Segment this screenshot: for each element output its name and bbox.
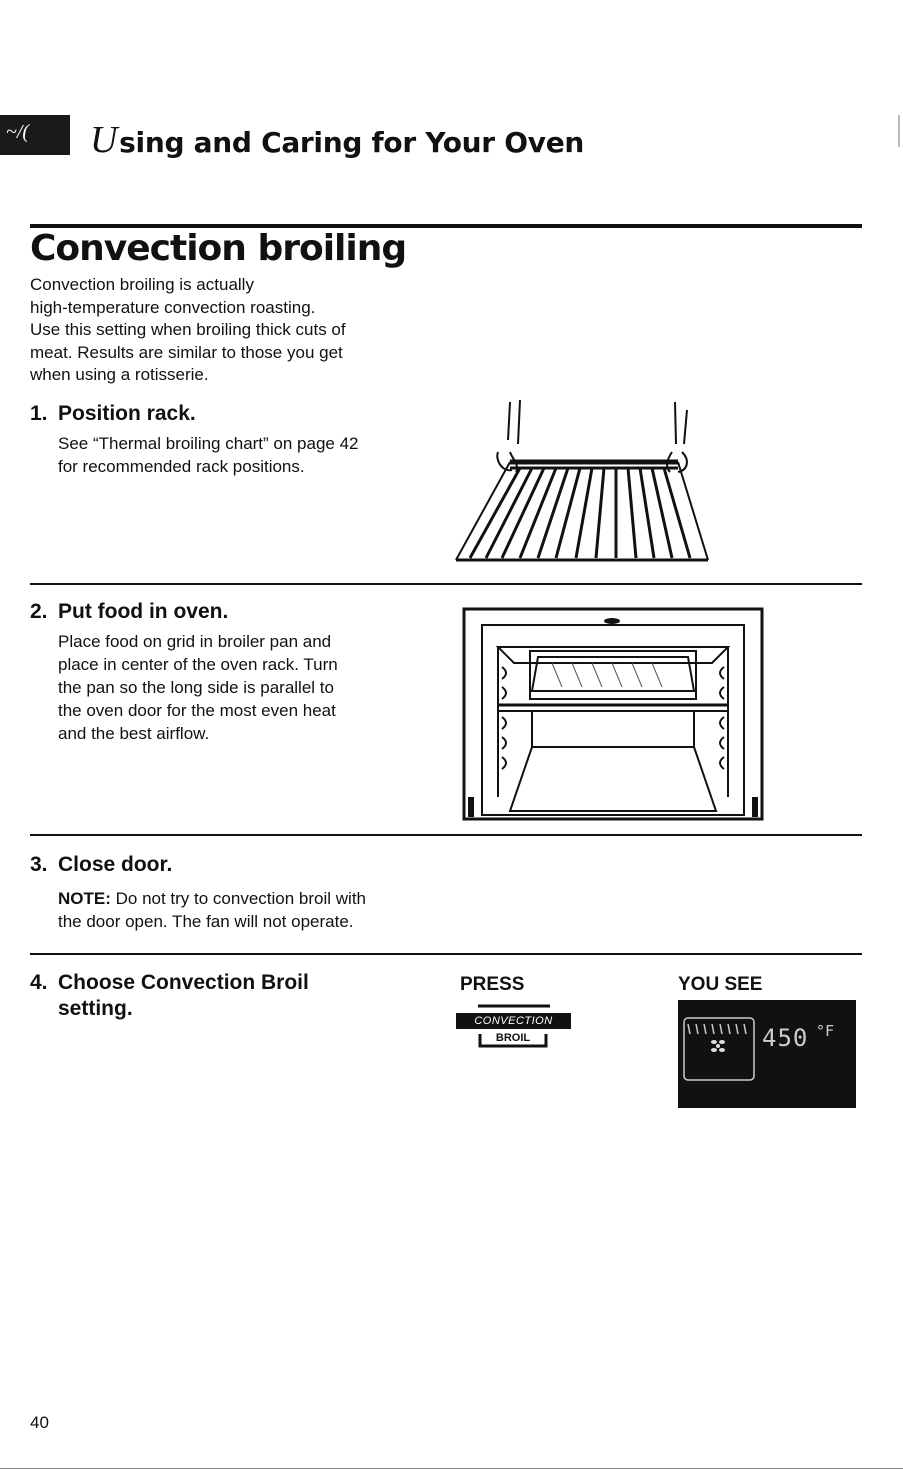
step-line: the oven door for the most even heat bbox=[58, 701, 336, 720]
header-logo bbox=[0, 115, 70, 155]
step-number: 4. bbox=[30, 971, 48, 994]
note-text: Do not try to convection broil with bbox=[110, 889, 367, 908]
press-column-header: PRESS bbox=[460, 974, 525, 995]
fan-icon bbox=[710, 1038, 726, 1054]
step-divider bbox=[30, 583, 862, 585]
note-label: NOTE: bbox=[58, 889, 111, 908]
intro-line: Convection broiling is actually bbox=[30, 275, 254, 294]
step-line: and the best airflow. bbox=[58, 724, 210, 743]
step-line: for recommended rack positions. bbox=[58, 457, 305, 476]
step-line: the pan so the long side is parallel to bbox=[58, 678, 334, 697]
step-number: 1. bbox=[30, 402, 48, 425]
step-divider bbox=[30, 953, 862, 955]
step-2-body bbox=[58, 630, 338, 745]
step-heading: Choose Convection Broil bbox=[58, 971, 309, 994]
step-heading-line2: setting. bbox=[58, 997, 133, 1020]
section-title: Convection broiling bbox=[30, 228, 407, 269]
step-note-line bbox=[58, 887, 366, 910]
oven-display-icon bbox=[678, 1000, 856, 1108]
step-heading: Close door. bbox=[58, 853, 173, 876]
you-see-column-header: YOU SEE bbox=[678, 974, 763, 995]
step-2-title bbox=[30, 600, 228, 624]
intro-line: high-temperature convection roasting. bbox=[30, 297, 316, 317]
step-number: 3. bbox=[30, 853, 48, 876]
step-line: Place food on grid in broiler pan and bbox=[58, 632, 332, 651]
step-number: 2. bbox=[30, 600, 48, 623]
step-line: place in center of the oven rack. Turn bbox=[58, 655, 338, 674]
oven-rack-illustration bbox=[450, 400, 715, 568]
step-line: See “Thermal broiling chart” on page 42 bbox=[58, 434, 359, 453]
intro-line: meat. Results are similar to those you get bbox=[30, 342, 343, 362]
button-top-label: CONVECTION bbox=[474, 1015, 553, 1027]
step-1-body bbox=[58, 432, 359, 478]
display-unit: °F bbox=[816, 1022, 835, 1040]
page-edge-mark bbox=[898, 115, 900, 147]
convection-broil-button[interactable] bbox=[456, 1000, 571, 1058]
page-number: 40 bbox=[30, 1413, 49, 1432]
convection-broil-button-icon bbox=[456, 1000, 571, 1058]
step-1-title bbox=[30, 402, 196, 426]
step-heading: Position rack. bbox=[58, 402, 196, 425]
header-logo-text: ~/( bbox=[6, 121, 30, 143]
step-line: the door open. The fan will not operate. bbox=[58, 912, 354, 931]
intro-line: Use this setting when broiling thick cuts of bbox=[30, 320, 346, 339]
bottom-edge bbox=[0, 1468, 903, 1469]
step-3-title bbox=[30, 853, 172, 877]
display-temperature: 450 bbox=[762, 1024, 809, 1052]
open-oven-illustration bbox=[462, 607, 764, 821]
step-divider bbox=[30, 834, 862, 836]
section-intro bbox=[30, 274, 430, 387]
button-bottom-label: BROIL bbox=[495, 1032, 531, 1044]
page-header-title bbox=[90, 118, 584, 162]
header-title-initial: U bbox=[90, 119, 118, 161]
step-heading: Put food in oven. bbox=[58, 600, 229, 623]
step-3-body bbox=[58, 887, 366, 933]
header-title-rest: sing and Caring for Your Oven bbox=[119, 126, 585, 159]
intro-line: when using a rotisserie. bbox=[30, 365, 209, 384]
step-4-title bbox=[30, 970, 309, 1022]
oven-display bbox=[678, 1000, 856, 1108]
